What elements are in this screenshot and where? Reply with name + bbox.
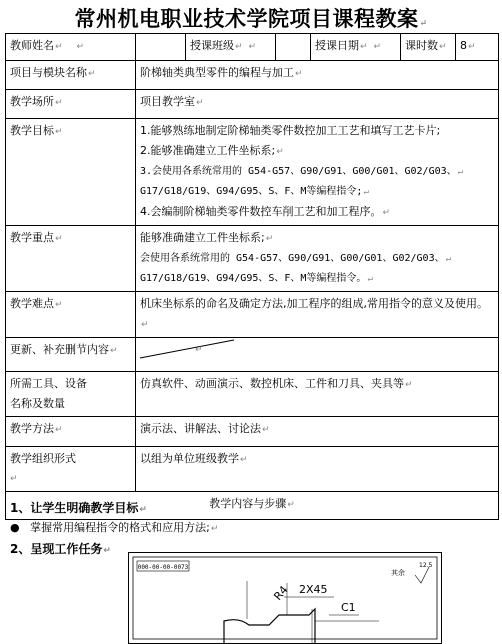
method-row: [6, 417, 499, 447]
hours-value-cell: 8↵: [456, 34, 499, 61]
method-value-cell: 演示法、讲解法、讨论法↵: [136, 417, 499, 447]
update-value-cell: ↵: [136, 338, 499, 372]
radius-label: R4: [271, 583, 291, 603]
project-row: [6, 61, 499, 90]
teacher-label-cell: 教师姓名↵ ↵: [6, 34, 136, 61]
step2-title: 2、呈现工作任务↵: [10, 542, 111, 556]
class-label-cell: 授课班级↵ ↵: [186, 34, 276, 61]
project-value-cell: 阶梯轴类典型零件的编程与加工↵: [136, 61, 499, 90]
project-label-cell: 项目与模块名称↵: [6, 61, 136, 90]
goal-line: 4.会编制阶梯轴类零件数控车削工艺和加工程序。↵: [140, 205, 391, 218]
key-value-cell: [136, 226, 499, 292]
difficulty-label-cell: 教学难点↵: [6, 292, 136, 338]
place-value-cell: 项目教学室↵: [136, 90, 499, 119]
org-label-cell: 教学组织形式 ↵: [6, 447, 136, 492]
method-label-cell: 教学方法↵: [6, 417, 136, 447]
date-label-cell: 授课日期↵ ↵: [311, 34, 401, 61]
step1-title: 1、让学生明确教学目标↵: [10, 501, 147, 515]
hours-label-cell: 课时数↵: [401, 34, 456, 61]
teacher-value-cell: [136, 34, 186, 61]
goal-line: 2.能够准确建立工件坐标系;↵: [140, 144, 284, 157]
c1-label: C1: [341, 601, 356, 614]
place-row: [6, 90, 499, 119]
bullet-icon: ●: [10, 521, 20, 534]
place-label-cell: 教学场所↵: [6, 90, 136, 119]
key-line: 会使用各系统常用的 G54-G57、G90/G91、G00/G01、G02/G03、↵: [140, 253, 452, 264]
org-value-cell: 以组为单位班级教学↵: [136, 447, 499, 492]
class-value-cell: [276, 34, 311, 61]
tools-row: [6, 372, 499, 417]
header-row: [6, 34, 499, 61]
update-label-cell: 更新、补充删节内容↵: [6, 338, 136, 372]
tools-label-cell: 所需工具、设备 名称及数量: [6, 372, 136, 417]
org-row: [6, 447, 499, 492]
tools-value-cell: 仿真软件、动画演示、数控机床、工件和刀具、夹具等↵: [136, 372, 499, 417]
difficulty-row: [6, 292, 499, 338]
page-title: 常州机电职业技术学院项目课程教案↵: [74, 6, 428, 31]
part-number-text: 000-00-00-0073: [137, 564, 189, 571]
goal-row: [6, 119, 499, 226]
part-drawing: [128, 552, 442, 644]
goal-value-cell: [136, 119, 499, 226]
key-line: 能够准确建立工件坐标系;↵: [140, 231, 274, 244]
paragraph-mark-icon: ↵: [419, 19, 428, 29]
key-row: [6, 226, 499, 292]
difficulty-value-cell: 机床坐标系的命名及确定方法,加工程序的组成,常用指令的意义及使用。↵: [136, 292, 499, 338]
roughness-corner-text: 其余: [391, 569, 405, 577]
roughness-value-text: 12.5: [419, 562, 433, 569]
goal-line: 3.会使用各系统常用的 G54-G57、G90/G91、G00/G01、G02/G03、↵: [140, 166, 464, 177]
key-label-cell: 教学重点↵: [6, 226, 136, 292]
goal-line: 1.能够熟练地制定阶梯轴类零件数控加工工艺和填写工艺卡片;: [140, 124, 441, 137]
goal-line: G17/G18/G19、G94/G95、S、F、M等编程指令;↵: [140, 186, 369, 197]
content-header-cell: 教学内容与步骤↵: [6, 492, 499, 520]
chamfer-label: 2X45: [299, 583, 328, 596]
step1-bullet: ● 掌握常用编程指令的格式和应用方法;↵: [10, 521, 219, 534]
lesson-plan-table: [5, 33, 499, 520]
goal-label-cell: 教学目标↵: [6, 119, 136, 226]
key-line: G17/G18/G19、G94/G95、S、F、M等编程指令。↵: [140, 273, 373, 284]
update-row: [6, 338, 499, 372]
drawing-svg: [129, 553, 441, 643]
